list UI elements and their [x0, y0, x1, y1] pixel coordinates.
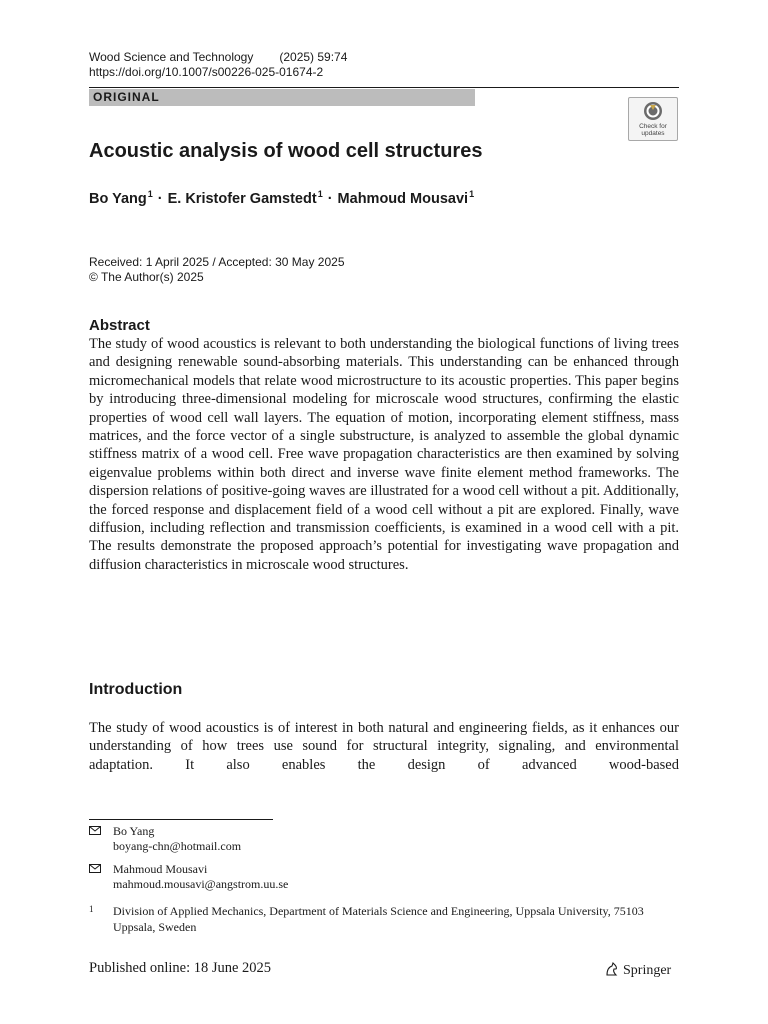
contact-name: Mahmoud Mousavi — [113, 862, 208, 876]
affiliation-text: Division of Applied Mechanics, Department of Materials Science and Engineering, Uppsala University, 75103 Uppsala, Sweden — [113, 904, 644, 934]
author-affiliation-mark: 1 — [469, 189, 475, 199]
abstract-heading: Abstract — [89, 317, 150, 334]
check-for-updates-icon — [643, 101, 663, 121]
author-name[interactable]: Bo Yang — [89, 191, 147, 207]
author-affiliation-mark: 1 — [147, 189, 153, 199]
published-date: Published online: 18 June 2025 — [89, 960, 272, 976]
introduction-body: The study of wood acoustics is of interest in both natural and engineering fields, as it enhances our understanding of how trees use sound for structural integrity, signaling, and environmental adaptation. It also enables the design of advanced wood-based — [89, 720, 679, 773]
check-for-updates-badge[interactable] — [628, 97, 678, 141]
article-type-bar: ORIGINAL — [89, 89, 475, 106]
journal-volume: (2025) 59:74 — [279, 50, 348, 64]
contact-email[interactable]: mahmoud.mousavi@angstrom.uu.se — [113, 877, 289, 891]
envelope-icon — [89, 864, 101, 873]
journal-citation — [89, 50, 347, 65]
author-affiliation-mark: 1 — [317, 189, 323, 199]
journal-name: Wood Science and Technology — [89, 50, 254, 64]
contact-name: Bo Yang — [113, 824, 155, 838]
header-rule — [89, 87, 679, 88]
contact-email[interactable]: boyang-chn@hotmail.com — [113, 839, 242, 853]
article-title: Acoustic analysis of wood cell structures — [89, 140, 483, 162]
author-name[interactable]: Mahmoud Mousavi — [337, 191, 469, 207]
doi-link[interactable]: https://doi.org/10.1007/s00226-025-01674-2 — [89, 65, 324, 79]
introduction-heading: Introduction — [89, 681, 183, 698]
author-list — [89, 185, 474, 208]
springer-horse-logo — [604, 961, 620, 977]
badge-label: Check for updates — [639, 123, 667, 137]
author-name[interactable]: E. Kristofer Gamstedt — [167, 191, 317, 207]
publisher-logo — [604, 961, 671, 980]
article-dates: Received: 1 April 2025 / Accepted: 30 May 2025 — [89, 255, 345, 269]
publisher-name: Springer — [623, 963, 672, 978]
author-separator: · — [327, 191, 333, 207]
abstract-body: The study of wood acoustics is relevant to both understanding the biological functions of living trees and designing renewable sound-absorbing materials. This understanding can be enhanced through micromechanical models that relate wood microstructure to its acoustic properties. This paper begins by introducing three-dimensional modeling for microscale wood structures, confirming the elastic properties of wood cell wall layers. The equation of motion, incorporating element stiffness, mass matrices, and the force vector of a single substructure, is analyzed to assemble the global dynamic stiffness matrix of a wood cell. Free wave propagation characteristics are then examined by solving eigenvalue problems within both direct and inverse wave finite element method frameworks. The dispersion relations of positive-going waves are illustrated for a wood cell without a pit. Additionally, the forced response and displacement field of a wood cell without a pit are explored. Finally, wave diffusion, including reflection and transmission coefficients, is examined in a wood cell with a pit. The results demonstrate the proposed approach’s potential for investigating wave propagation and diffusion characteristics in microscale wood structures. — [89, 336, 679, 573]
envelope-icon — [89, 826, 101, 835]
footnote-rule — [89, 819, 273, 820]
affiliation-mark: 1 — [89, 904, 94, 914]
author-separator: · — [157, 191, 163, 207]
copyright-line: © The Author(s) 2025 — [89, 270, 204, 284]
